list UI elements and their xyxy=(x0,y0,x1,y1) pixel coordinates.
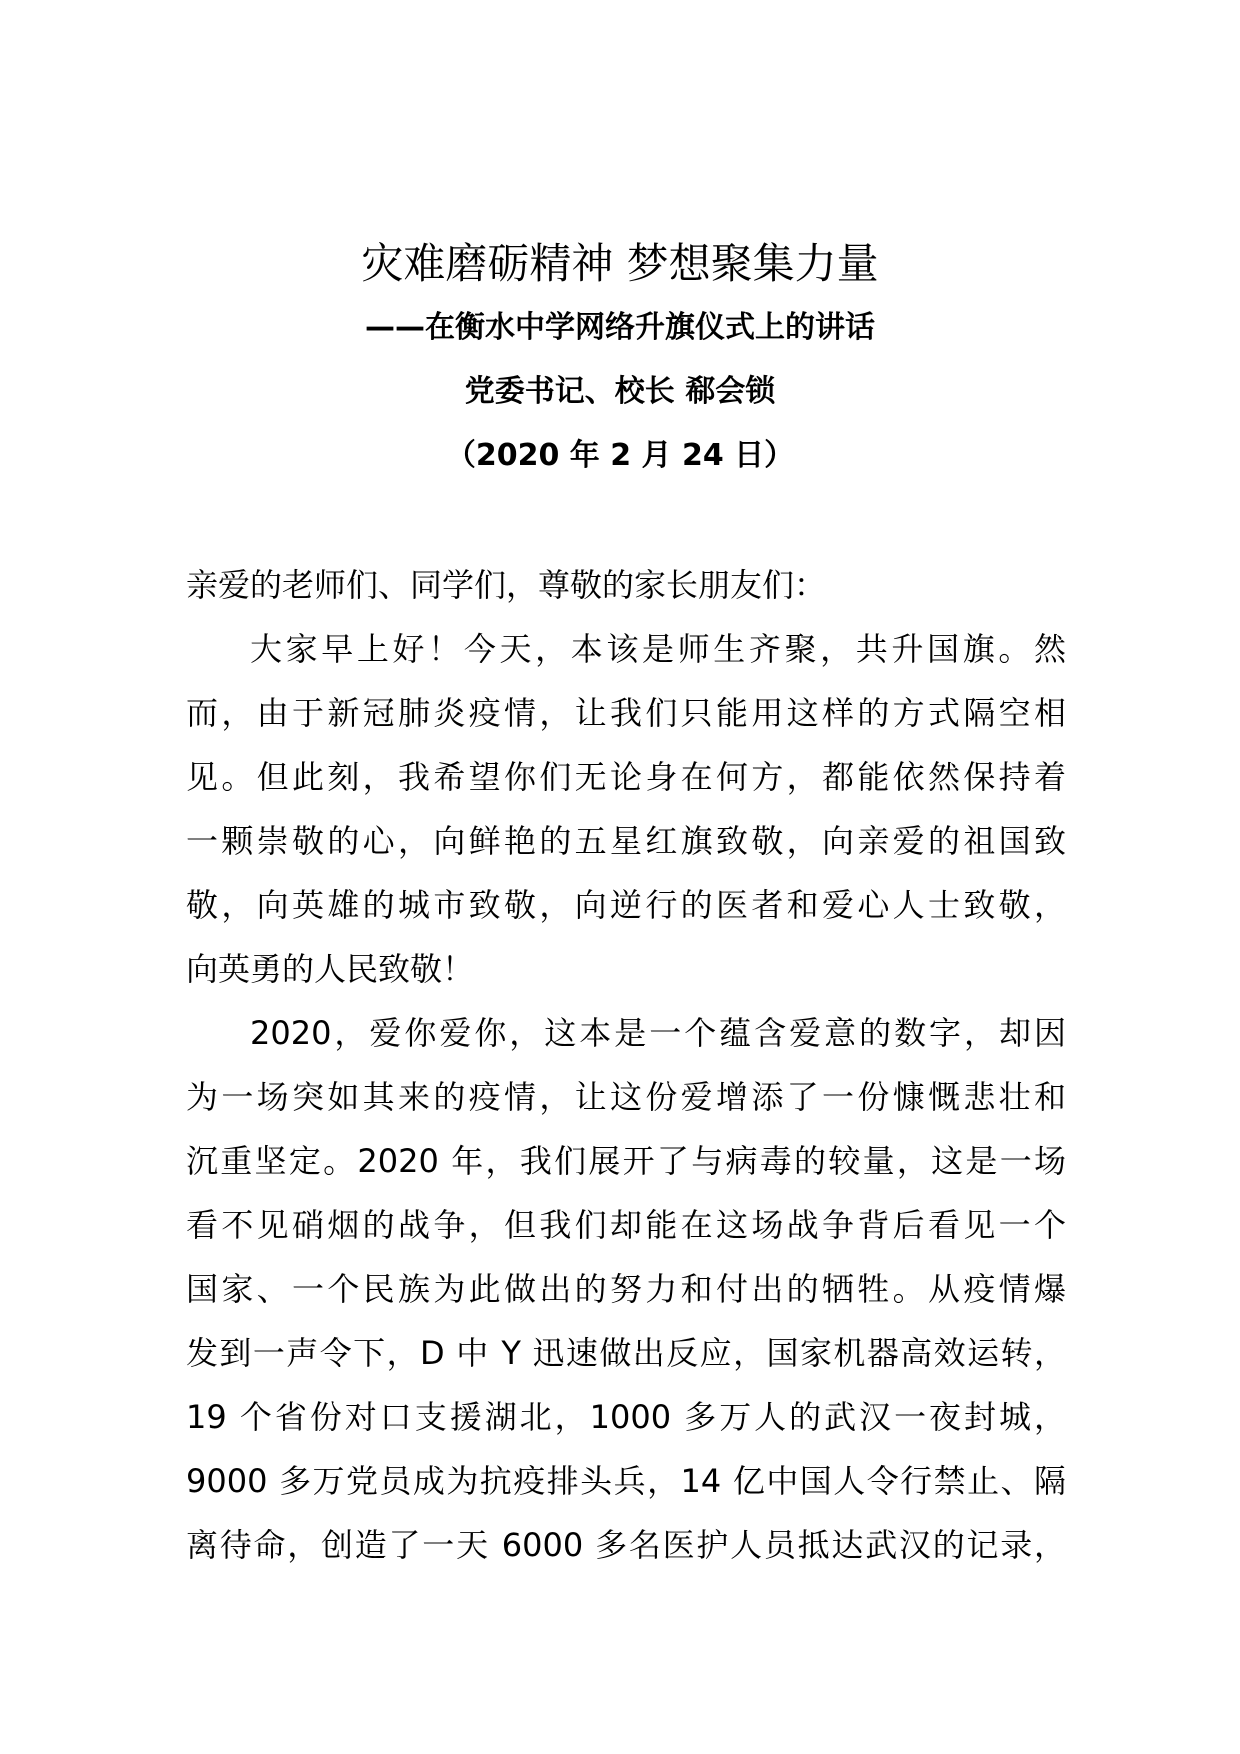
paragraph-2-line: 2020，爱你爱你，这本是一个蕴含爱意的数字，却因 xyxy=(250,1014,1066,1052)
paragraph-2-line: 看不见硝烟的战争，但我们却能在这场战争背后看见一个 xyxy=(186,1206,1066,1244)
paragraph-1-line: 见。但此刻，我希望你们无论身在何方，都能依然保持着 xyxy=(186,758,1066,796)
paragraph-2-line: 发到一声令下，D 中 Y 迅速做出反应，国家机器高效运转， xyxy=(186,1334,1066,1372)
paragraph-2-line: 为一场突如其来的疫情，让这份爱增添了一份慷慨悲壮和 xyxy=(186,1078,1066,1116)
paragraph-2-line: 国家、一个民族为此做出的努力和付出的牺牲。从疫情爆 xyxy=(186,1270,1066,1308)
paragraph-2-line: 9000 多万党员成为抗疫排头兵，14 亿中国人令行禁止、隔 xyxy=(186,1462,1066,1500)
document-author: 党委书记、校长 郗会锁 xyxy=(464,374,776,409)
document-subtitle: ——在衡水中学网络升旗仪式上的讲话 xyxy=(365,310,875,345)
paragraph-1-line: 大家早上好！今天，本该是师生齐聚，共升国旗。然 xyxy=(250,630,1066,668)
paragraph-1-line: 一颗崇敬的心，向鲜艳的五星红旗致敬，向亲爱的祖国致 xyxy=(186,822,1066,860)
paragraph-1-line: 向英勇的人民致敬！ xyxy=(186,950,475,988)
document-date: （2020 年 2 月 24 日） xyxy=(445,438,795,473)
paragraph-1-line: 而，由于新冠肺炎疫情，让我们只能用这样的方式隔空相 xyxy=(186,694,1066,732)
paragraph-2-line: 19 个省份对口支援湖北，1000 多万人的武汉一夜封城， xyxy=(186,1398,1066,1436)
paragraph-2-line: 离待命，创造了一天 6000 多名医护人员抵达武汉的记录， xyxy=(186,1526,1066,1564)
document-title: 灾难磨砺精神 梦想聚集力量 xyxy=(361,239,879,288)
paragraph-2-line: 沉重坚定。2020 年，我们展开了与病毒的较量，这是一场 xyxy=(186,1142,1066,1180)
salutation: 亲爱的老师们、同学们，尊敬的家长朋友们： xyxy=(186,566,827,604)
paragraph-1-line: 敬，向英雄的城市致敬，向逆行的医者和爱心人士致敬， xyxy=(186,886,1066,924)
